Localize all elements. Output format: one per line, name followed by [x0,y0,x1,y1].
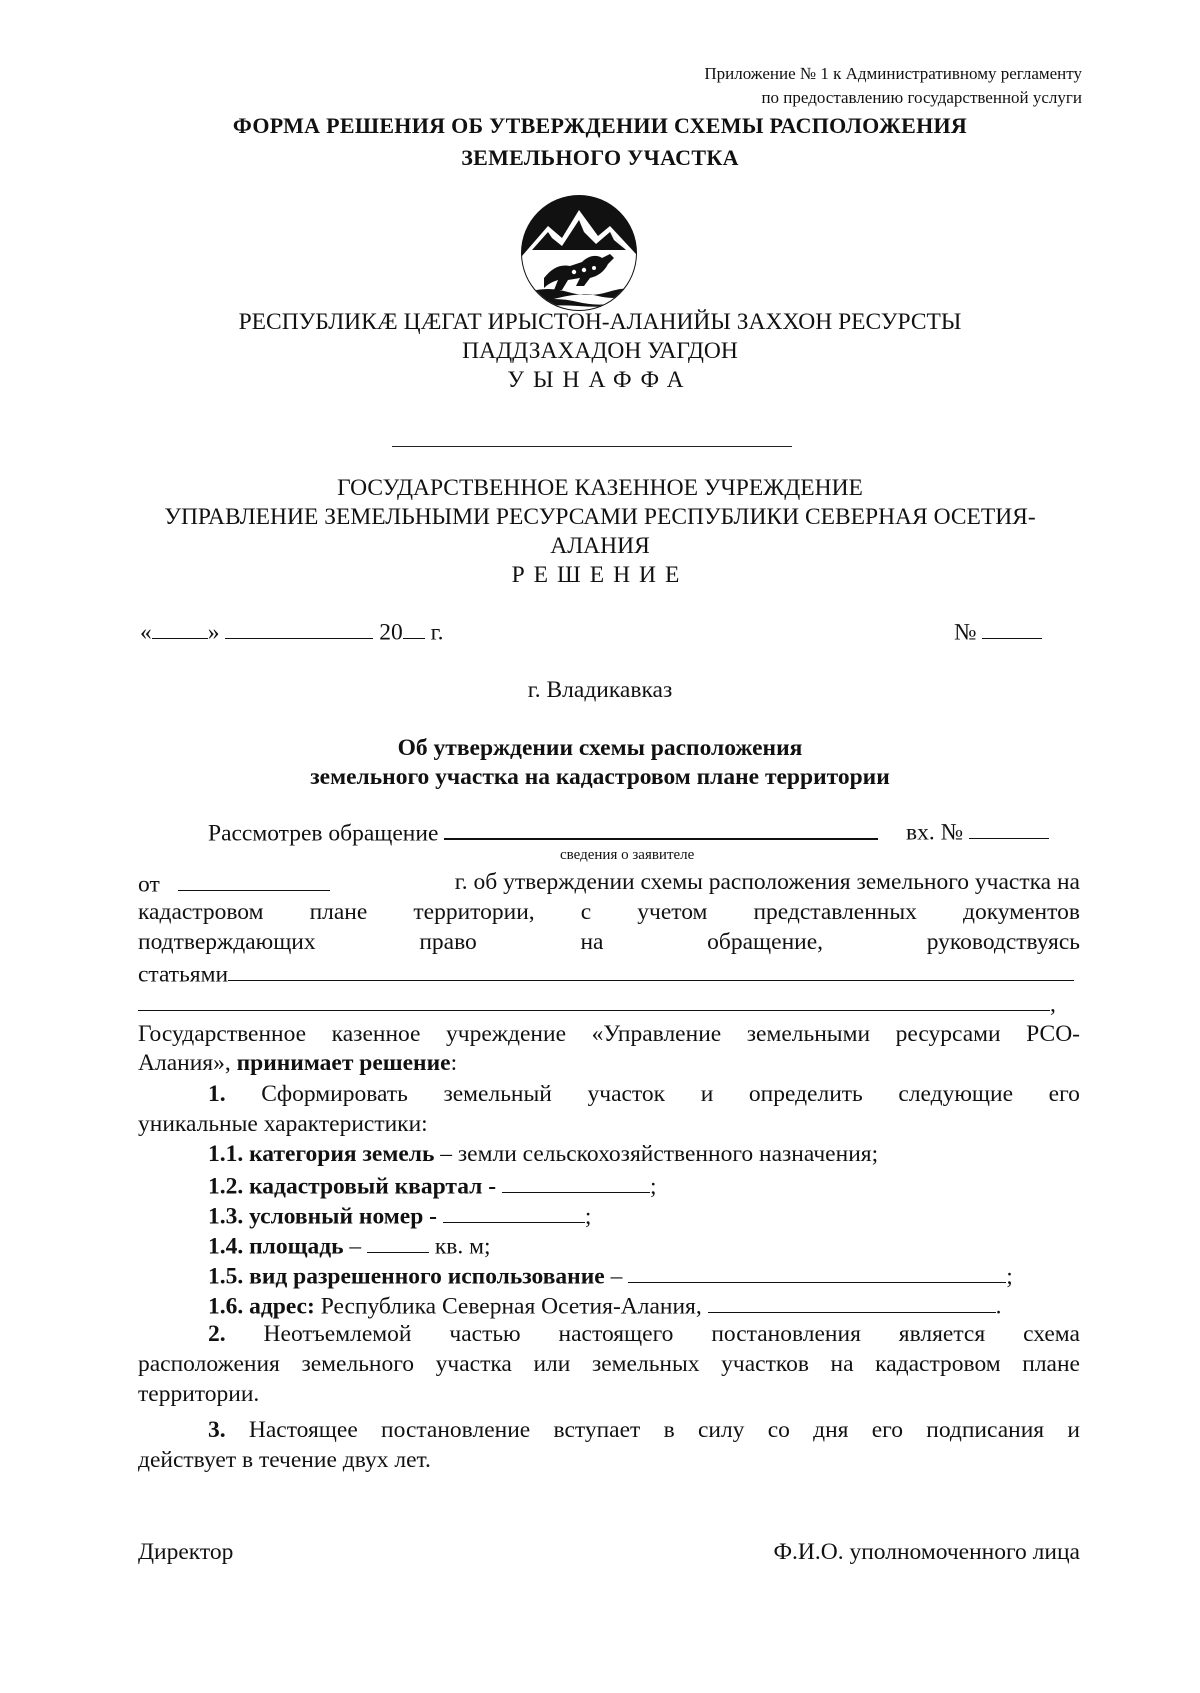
word: определить [748,1081,863,1107]
word: следующие [898,1081,1014,1107]
item-number: 3. [208,1417,226,1443]
appendix-line-2: по предоставлению государственной услуги [761,88,1082,107]
word: с [580,899,592,925]
item-3-line-1 [208,1416,1080,1445]
signatory-name: Ф.И.О. уполномоченного лица [773,1539,1080,1565]
word: территории, [413,899,535,925]
comma: , [1050,991,1056,1018]
form-title-line-1: ФОРМА РЕШЕНИЯ ОБ УТВЕРЖДЕНИИ СХЕМЫ РАСПОЛОЖЕНИЯ [232,113,968,138]
word: его [1048,1081,1080,1107]
item-1-2 [208,1170,656,1201]
word: подписания [926,1417,1045,1443]
item-2-line-1 [208,1320,1080,1349]
word: кадастровом [138,899,264,925]
item-label: 1.1. категория земель [208,1141,435,1167]
institution-header-line-2: УПРАВЛЕНИЕ ЗЕМЕЛЬНЫМИ РЕСУРСАМИ РЕСПУБЛИКИ СЕВЕРНАЯ ОСЕТИЯ- [164,504,1036,530]
item-label: 1.4. площадь [208,1233,344,1260]
paragraph-line-3 [138,898,1080,927]
semicolon: ; [584,1203,592,1230]
year-suffix: г. [430,619,444,646]
word: дня [813,1417,849,1443]
area-blank [367,1230,429,1253]
word: Сформировать [261,1081,408,1107]
ossetian-header-line-2: ПАДДЗАХАДОН УАГДОН [462,338,738,364]
paragraph-line-4 [138,928,1080,957]
item-1-4 [208,1230,491,1261]
word: земельный [443,1081,552,1107]
decision-phrase: принимает решение [236,1050,451,1076]
item-label: 1.6. адрес: [208,1293,315,1320]
from-prefix: от [138,871,160,898]
item-2-line-2: расположения земельного участка или земельных участков на кадастровом плане [138,1351,1080,1377]
item-1-line-1 [208,1080,1080,1109]
word: его [871,1417,903,1443]
header-divider [392,446,792,447]
item-label: 1.5. вид разрешенного использование [208,1263,605,1290]
articles-continuation [138,988,1080,1019]
word: постановление [381,1417,531,1443]
word: постановления [711,1321,861,1347]
item-number: 1. [208,1081,226,1107]
articles-line [138,958,1080,989]
institution-header-line-3: АЛАНИЯ [550,533,650,559]
word: руководствуясь [926,929,1080,955]
word: настоящего [558,1321,674,1347]
date-open-quote: « [140,619,152,646]
applicant-blank [444,816,878,840]
word: Неотъемлемой [263,1321,412,1347]
word: представленных [753,899,917,925]
incoming-number-label: вх. № [906,819,964,846]
word: и [700,1081,714,1107]
coat-of-arms-icon [518,192,640,314]
appendix-line-1: Приложение № 1 к Административному регламенту [704,64,1082,83]
dash: – [349,1233,362,1260]
month-blank [225,616,373,639]
ossetian-header [0,308,1200,395]
decision-number-field [954,616,1042,646]
word: и [1067,1417,1080,1443]
word: частью [449,1321,521,1347]
word: плане [309,899,368,925]
decision-heading: РЕШЕНИЕ [511,562,689,588]
word: право [419,929,477,955]
considering-label: Рассмотрев обращение [208,820,439,847]
appendix-note [704,62,1082,110]
incoming-number-field [906,816,1049,846]
ossetian-header-line-1: РЕСПУБЛИКӔ ЦӔГАТ ИРЫСТОН-АЛАНИЙЫ ЗАХХОН РЕСУРСТЫ [238,309,962,335]
word: вступает [553,1417,641,1443]
institution-line-2 [138,1049,1080,1078]
considering-line [208,816,878,847]
institution-name-end: Алания», [138,1050,231,1076]
item-text: Республика Северная Осетия-Алания, [320,1293,702,1320]
semicolon: ; [1006,1263,1013,1290]
word: является [898,1321,986,1347]
area-unit: кв. м; [434,1233,491,1260]
institution-line-1: Государственное казенное учреждение «Управление земельными ресурсами РСО- [138,1021,1080,1047]
word: на [580,929,604,955]
item-2-line-3: территории. [138,1381,260,1407]
colon: : [450,1050,458,1076]
date-close-quote: » [207,619,220,646]
word: силу [697,1417,745,1443]
articles-blank [228,958,1074,981]
signatory-position: Директор [138,1539,234,1565]
from-line [138,868,1080,899]
articles-blank-2 [138,988,1050,1011]
word: подтверждающих [138,929,316,955]
item-1-1 [208,1140,878,1169]
year-prefix: 20 [379,619,403,646]
institution-header [0,474,1200,590]
item-number: 2. [208,1321,226,1347]
word: участок [587,1081,666,1107]
from-date-blank [178,868,330,891]
word: схема [1023,1321,1080,1347]
form-title-line-2: ЗЕМЕЛЬНОГО УЧАСТКА [461,145,739,170]
word: обращение, [707,929,824,955]
conditional-number-blank [443,1200,585,1223]
decision-subject [0,734,1200,792]
cadastral-quarter-blank [502,1170,650,1193]
form-title [0,110,1200,174]
word: со [767,1417,790,1443]
subject-line-1: Об утверждении схемы расположения [397,735,803,761]
institution-header-line-1: ГОСУДАРСТВЕННОЕ КАЗЕННОЕ УЧРЕЖДЕНИЕ [337,475,863,501]
word: учетом [637,899,708,925]
day-blank [152,616,208,639]
item-label: 1.2. кадастровый квартал - [208,1173,497,1200]
word: Настоящее [248,1417,358,1443]
dash: – [610,1263,623,1290]
ossetian-header-line-3: УЫНАФФА [507,367,693,393]
word: в [663,1417,675,1443]
item-3-line-2: действует в течение двух лет. [138,1447,431,1473]
permitted-use-blank [628,1260,1006,1283]
number-blank [982,616,1042,639]
semicolon: ; [649,1173,657,1200]
item-label: 1.3. условный номер - [208,1203,437,1230]
number-label: № [954,619,977,646]
year-blank [403,616,425,639]
item-1-line-2: уникальные характеристики: [138,1111,428,1137]
address-blank [708,1290,996,1313]
item-1-6 [208,1290,1002,1321]
item-1-3 [208,1200,591,1231]
item-text: – земли сельскохозяйственного назначения; [440,1141,879,1167]
institution-paragraph [138,1020,1080,1078]
subject-line-2: земельного участка на кадастровом плане территории [310,764,890,790]
city: г. Владикавказ [527,677,673,703]
applicant-hint: сведения о заявителе [560,847,695,863]
from-rest: г. об утверждении схемы расположения земельного участка на [454,869,1080,895]
period: . [995,1293,1002,1320]
item-1-5 [208,1260,1080,1291]
articles-label: статьями [138,961,229,988]
word: документов [963,899,1080,925]
incoming-number-blank [969,816,1049,839]
date-field [140,616,444,646]
